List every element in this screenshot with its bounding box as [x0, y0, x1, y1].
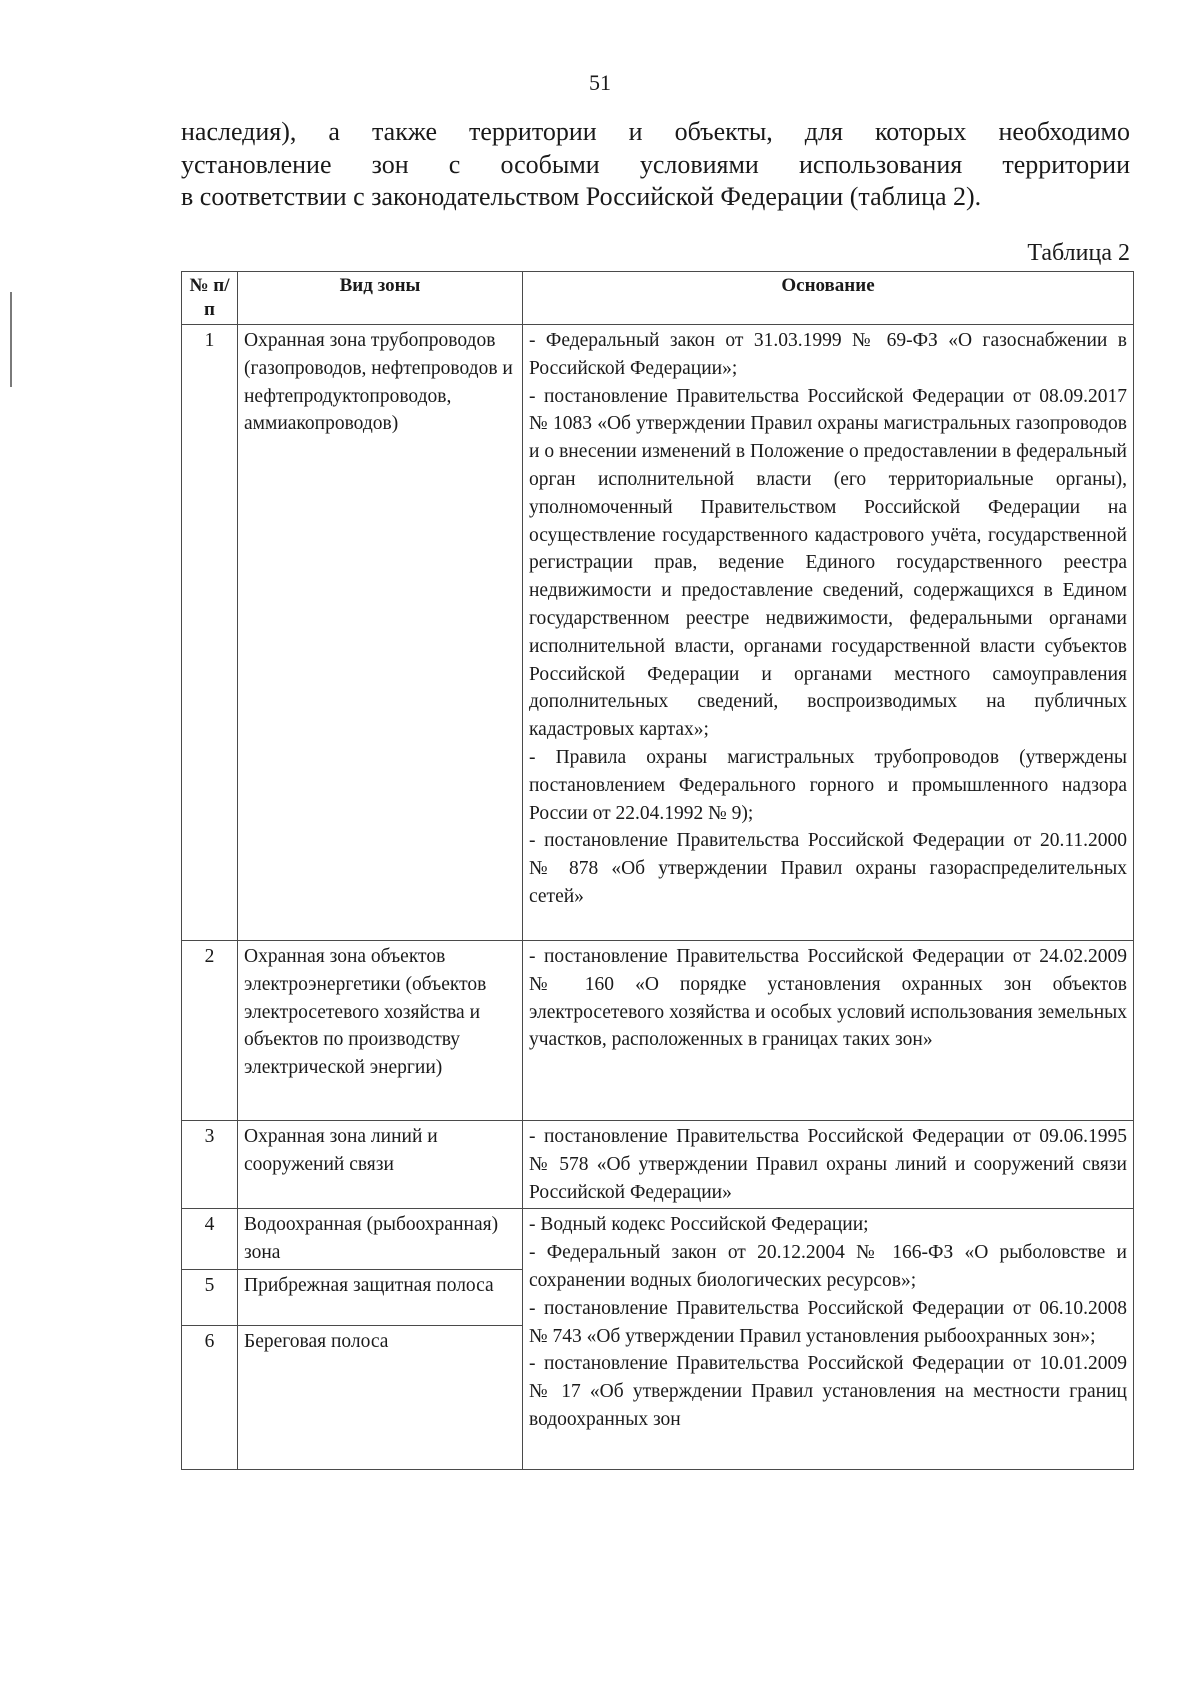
- row-zone: Береговая полоса: [238, 1325, 523, 1469]
- margin-mark: [10, 292, 12, 387]
- basis-item: - Федеральный закон от 31.03.1999 № 69-ФЗ «О газоснабжении в Российской Федерации»;: [529, 330, 1127, 379]
- row-num: 4: [182, 1209, 238, 1270]
- row-basis: [523, 941, 1134, 1121]
- header-num: № п/п: [182, 272, 238, 325]
- table-row: [182, 1209, 1134, 1270]
- intro-line: в соответствии с законодательством Российской Федерации (таблица 2).: [181, 182, 982, 211]
- row-zone: Охранная зона объектов электроэнергетики (объектов электросетевого хозяйства и объектов по производству электрической энергии): [238, 941, 523, 1121]
- row-basis: [523, 1121, 1134, 1209]
- zones-table: [181, 271, 1134, 1470]
- basis-item: - постановление Правительства Российской Федерации от 24.02.2009 № 160 «О порядке установления охранных зон объектов электросетевого хозяйства и особых условий использования земельных участков, расположенных в границах таких зон»: [529, 946, 1127, 1051]
- row-num: 2: [182, 941, 238, 1121]
- basis-item: - постановление Правительства Российской Федерации от 06.10.2008 № 743 «Об утверждении Правил установления рыбоохранных зон»;: [529, 1297, 1127, 1347]
- header-basis: Основание: [523, 272, 1134, 325]
- basis-item: - Федеральный закон от 20.12.2004 № 166-ФЗ «О рыболовстве и сохранении водных биологических ресурсов»;: [529, 1242, 1127, 1291]
- intro-line: установление зон с особыми условиями использования территории: [181, 149, 1130, 179]
- basis-item: - постановление Правительства Российской Федерации от 08.09.2017 № 1083 «Об утверждении Правил охраны магистральных газопроводов и о внесении изменений в Положение о предоставлении в федеральный орган исполнительной власти (его территориальные органы), уполномоченный Правительством Российской Федерации на осуществление государственного кадастрового учёта, государственной регистрации прав, ведение Единого государственного реестра недвижимости и предоставление сведений, содержащихся в Едином государственном реестре недвижимости, федеральными органами исполнительной власти, органами государственной власти субъектов Российской Федерации и органами местного самоуправления дополнительных сведений, воспроизводимых на публичных кадастровых картах»;: [529, 385, 1127, 741]
- row-zone: Охранная зона трубопроводов (газопроводов, нефтепроводов и нефтепродуктопроводов, аммиакопроводов): [238, 325, 523, 941]
- table-row: [182, 941, 1134, 1121]
- row-num: 6: [182, 1325, 238, 1469]
- table-caption: Таблица 2: [1027, 240, 1130, 266]
- row-zone: Прибрежная защитная полоса: [238, 1269, 523, 1325]
- header-zone: Вид зоны: [238, 272, 523, 325]
- row-basis: [523, 325, 1134, 941]
- table-row: [182, 1121, 1134, 1209]
- table-row: [182, 325, 1134, 941]
- basis-item: - постановление Правительства Российской Федерации от 10.01.2009 № 17 «Об утверждении Правил установления на местности границ водоохранных зон: [529, 1353, 1127, 1430]
- page-number: 51: [589, 70, 611, 95]
- intro-line: наследия), а также территории и объекты, для которых необходимо: [181, 117, 1130, 146]
- basis-item: - постановление Правительства Российской Федерации от 09.06.1995 № 578 «Об утверждении Правил охраны линий и сооружений связи Российской Федерации»: [529, 1126, 1127, 1203]
- basis-item: - Водный кодекс Российской Федерации;: [529, 1214, 869, 1236]
- row-basis-merged: [523, 1209, 1134, 1470]
- row-zone: Охранная зона линий и сооружений связи: [238, 1121, 523, 1209]
- row-num: 3: [182, 1121, 238, 1209]
- row-zone: Водоохранная (рыбоохранная) зона: [238, 1209, 523, 1270]
- intro-paragraph: [181, 116, 1130, 214]
- basis-item: - постановление Правительства Российской Федерации от 20.11.2000 № 878 «Об утверждении Правил охраны газораспределительных сетей»: [529, 830, 1127, 907]
- row-num: 5: [182, 1269, 238, 1325]
- basis-item: - Правила охраны магистральных трубопроводов (утверждены постановлением Федерального горного и промышленного надзора России от 22.04.1992 № 9);: [529, 746, 1127, 824]
- table-header-row: [182, 272, 1134, 325]
- row-num: 1: [182, 325, 238, 941]
